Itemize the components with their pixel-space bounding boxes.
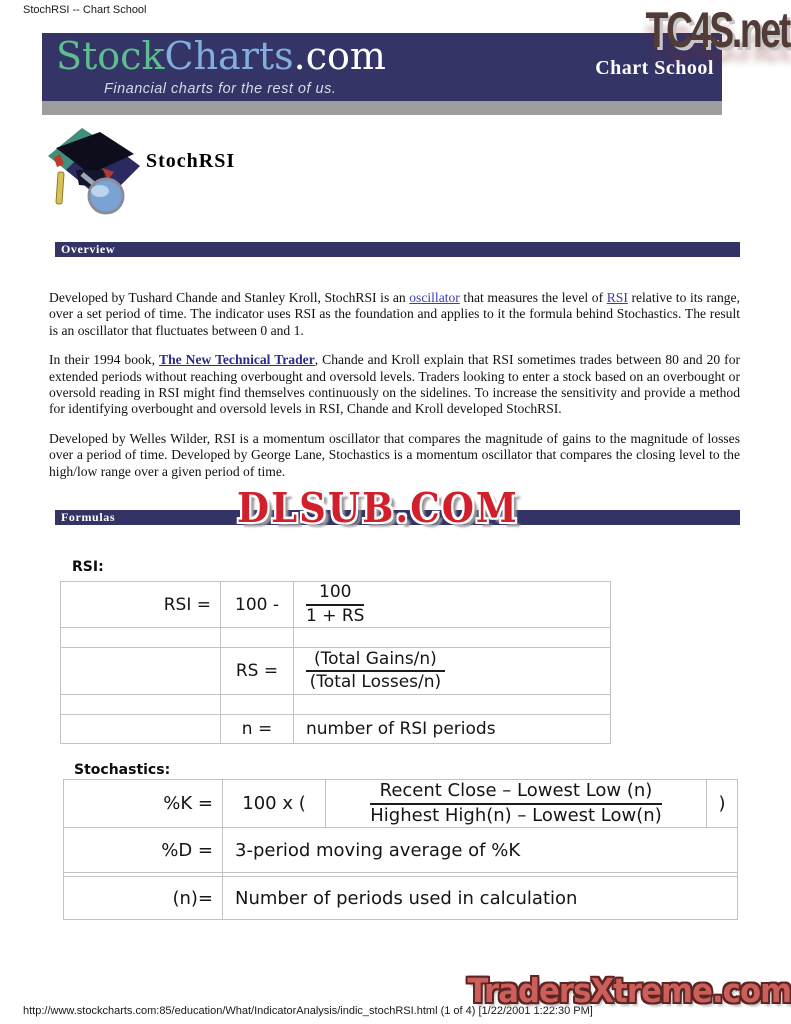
chart-school-title: Chart School xyxy=(595,57,714,79)
fraction-numerator: (Total Gains/n) xyxy=(306,650,445,673)
logo-com: .com xyxy=(293,34,386,78)
percent-d-definition: 3-period moving average of %K xyxy=(223,828,738,873)
fraction-denominator: Highest High(n) – Lowest Low(n) xyxy=(370,804,662,826)
fraction-numerator: Recent Close – Lowest Low (n) xyxy=(370,781,661,805)
rsi-op: 100 - xyxy=(221,582,294,628)
stochastics-table-label: Stochastics: xyxy=(74,762,171,778)
overview-section-header: Overview xyxy=(55,242,740,257)
paragraph-1 xyxy=(49,290,740,339)
graduation-cap-icon xyxy=(44,124,144,219)
table-row xyxy=(64,780,738,828)
fraction-numerator: 100 xyxy=(306,583,364,606)
table-row xyxy=(61,695,611,715)
n-definition: Number of periods used in calculation xyxy=(223,877,738,920)
percent-k-op: 100 x ( xyxy=(223,780,326,828)
n-definition: number of RSI periods xyxy=(294,715,611,744)
tc4s-watermark: TC4S.net xyxy=(645,2,789,59)
n-lhs: n = xyxy=(221,715,294,744)
table-row xyxy=(64,828,738,873)
text-run: that measures the level of xyxy=(459,290,607,305)
table-row xyxy=(61,628,611,648)
banner-gray-bar xyxy=(42,101,722,115)
rsi-table-label: RSI: xyxy=(72,559,104,575)
rsi-fraction xyxy=(294,582,611,628)
table-row xyxy=(61,648,611,695)
fraction-denominator: 1 + RS xyxy=(306,605,365,626)
table-row xyxy=(64,877,738,920)
n-lhs: (n)= xyxy=(64,877,223,920)
close-paren: ) xyxy=(707,780,738,828)
banner-tagline: Financial charts for the rest of us. xyxy=(104,81,337,97)
rsi-formula-table xyxy=(60,581,611,744)
paragraph-2 xyxy=(49,352,740,418)
stockcharts-logo xyxy=(56,36,386,78)
table-row xyxy=(61,715,611,744)
paragraph-3 xyxy=(49,431,740,480)
tradersxtreme-watermark: TradersXtreme.com xyxy=(467,971,791,1010)
logo-charts: Charts xyxy=(164,34,294,78)
print-footer-url: http://www.stockcharts.com:85/education/What/IndicatorAnalysis/indic_stochRSI.html (1 of 4) [1/22/2001 1:22:30 PM] xyxy=(23,1005,593,1017)
formulas-section-header: Formulas xyxy=(55,510,740,525)
text-run: , Chande and Kroll explain that RSI sometimes trades between 80 and 20 for extended periods without reaching overbought and oversold levels. Traders looking to enter a stock based on an overbought or oversold reading in RSI might find themselves continuously on the sidelines. To increase the sensitivity and provide a method for identifying overbought and oversold levels in RSI, Chande and Kroll developed StochRSI. xyxy=(49,352,741,417)
rsi-link[interactable]: RSI xyxy=(606,290,628,305)
logo-stock: Stock xyxy=(56,34,165,78)
percent-k-lhs: %K = xyxy=(64,780,223,828)
book-link[interactable]: The New Technical Trader xyxy=(159,352,315,368)
dlsub-watermark: DLSUB.COM xyxy=(237,482,519,533)
table-row xyxy=(61,582,611,628)
percent-k-fraction xyxy=(326,780,707,828)
text-run: Developed by Tushard Chande and Stanley Kroll, StochRSI is an xyxy=(49,290,410,305)
article-body xyxy=(49,290,740,493)
text-run: In their 1994 book, xyxy=(49,352,159,368)
page-title: StochRSI xyxy=(146,150,236,172)
fraction-denominator: (Total Losses/n) xyxy=(309,672,442,693)
percent-d-lhs: %D = xyxy=(64,828,223,873)
rs-fraction xyxy=(294,648,611,695)
rsi-lhs: RSI = xyxy=(61,582,221,628)
stockcharts-banner xyxy=(42,33,722,101)
text-run: relative to its range, over a set period of time. The indicator uses RSI as the foundation and applies to it the formula behind Stochastics. The result is an oscillator that fluctuates between 0 and 1. xyxy=(49,290,740,338)
stochastics-formula-table xyxy=(63,779,738,920)
print-header-title: StochRSI -- Chart School xyxy=(23,4,147,16)
rs-lhs: RS = xyxy=(221,648,294,695)
text-run: Developed by Welles Wilder, RSI is a momentum oscillator that compares the magnitude of gains to the magnitude of losses over a period of time. Developed by George Lane, Stochastics is a momentum oscillator that compares the closing level to the high/low range over a given period of time. xyxy=(49,430,740,479)
oscillator-link[interactable]: oscillator xyxy=(409,290,460,305)
